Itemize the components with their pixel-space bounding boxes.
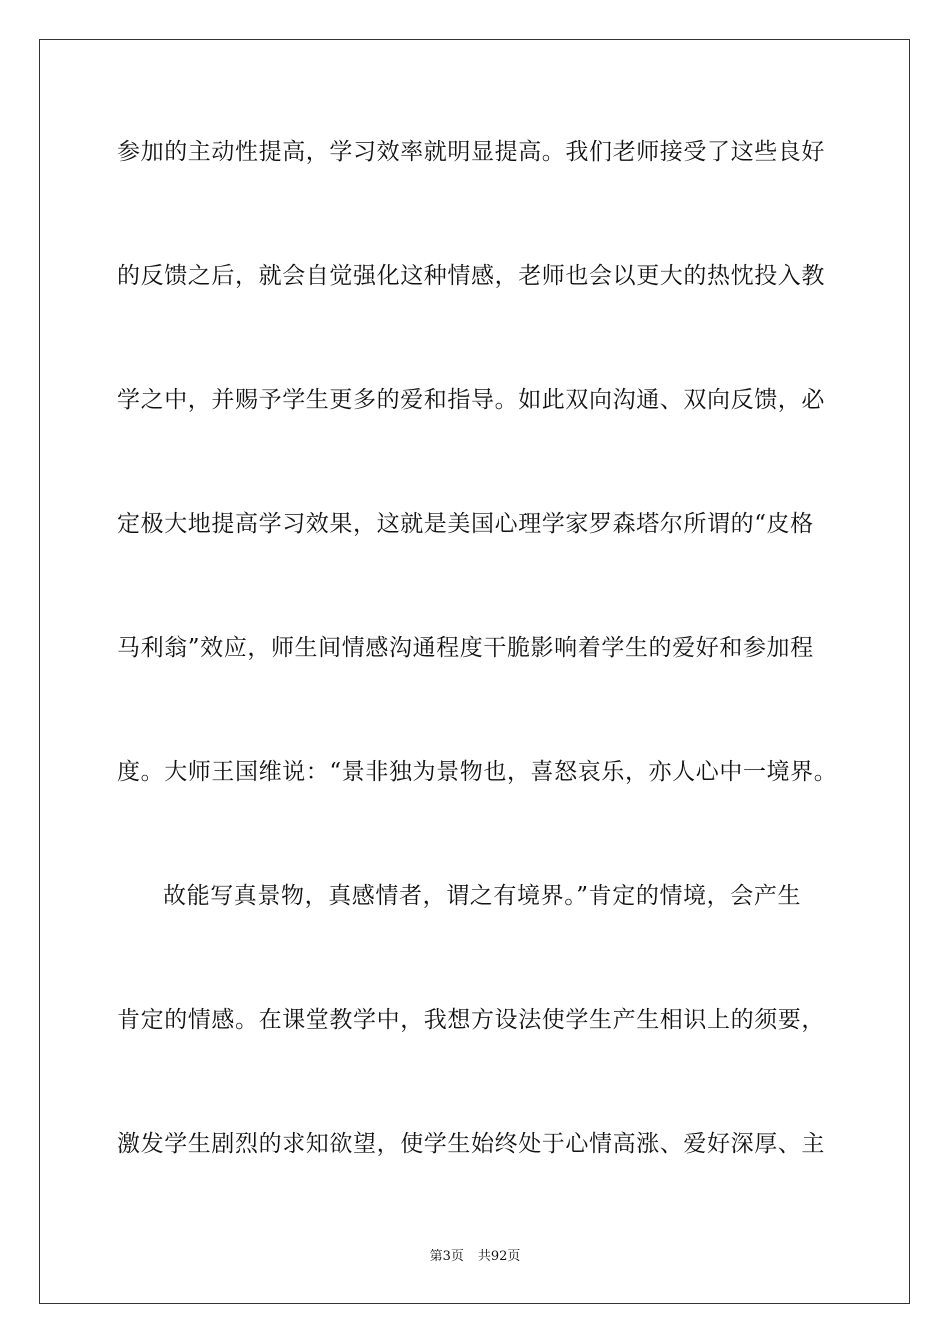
text-line-1: 参加的主动性提高，学习效率就明显提高。我们老师接受了这些良好	[117, 139, 825, 165]
text-line-3: 学之中，并赐予学生更多的爱和指导。如此双向沟通、双向反馈，必	[117, 387, 825, 413]
text-line-4: 定极大地提高学习效果，这就是美国心理学家罗森塔尔所谓的“皮格	[117, 511, 814, 537]
total-pages: 共92页	[477, 1249, 521, 1264]
text-line-5: 马利翁”效应，师生间情感沟通程度干脆影响着学生的爱好和参加程	[117, 635, 814, 661]
text-line-2: 的反馈之后，就会自觉强化这种情感，老师也会以更大的热忱投入教	[117, 263, 825, 289]
page-number: 第3页	[429, 1249, 464, 1264]
page-border	[39, 39, 910, 1304]
text-line-8: 肯定的情感。在课堂教学中，我想方设法使学生产生相识上的须要，	[117, 1007, 825, 1033]
text-line-7: 故能写真景物，真感情者，谓之有境界。”肯定的情境，会产生	[163, 883, 802, 909]
text-line-9: 激发学生剧烈的求知欲望，使学生始终处于心情高涨、爱好深厚、主	[117, 1131, 825, 1157]
page-footer	[0, 1248, 950, 1266]
text-line-6: 度。大师王国维说：“景非独为景物也，喜怒哀乐，亦人心中一境界。	[117, 759, 838, 785]
